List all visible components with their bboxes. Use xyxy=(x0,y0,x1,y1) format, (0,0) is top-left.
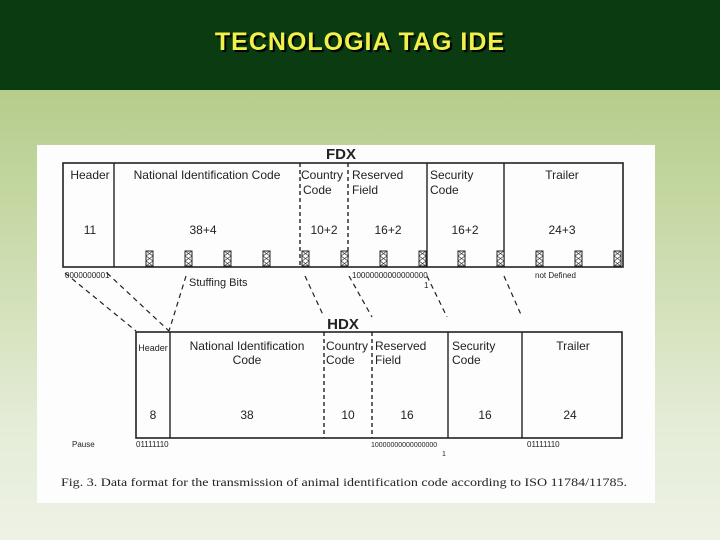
fdx-reserved-one: 1 xyxy=(424,281,429,290)
stuffing-bit-box xyxy=(146,251,153,266)
fdx-trailer-value: 24+3 xyxy=(548,223,576,237)
fdx-reserved-name-line2: Field xyxy=(352,183,379,197)
data-format-diagram xyxy=(37,145,655,503)
hdx-heading: HDX xyxy=(327,316,359,333)
fdx-reserved-name-line1: Reserved xyxy=(352,168,404,182)
hdx-trailer-bits: 01111110 xyxy=(527,440,560,449)
hdx-security-value: 16 xyxy=(478,408,492,422)
hdx-reserved-one: 1 xyxy=(442,451,446,458)
hdx-pause-label: Pause xyxy=(72,440,95,449)
stuffing-bit-box xyxy=(575,251,582,266)
stuffing-bit-box xyxy=(380,251,387,266)
stuffing-bit-box xyxy=(224,251,231,266)
fdx-security-value: 16+2 xyxy=(451,223,479,237)
stuffing-bit-box xyxy=(302,251,309,266)
fdx-country-value: 10+2 xyxy=(310,223,338,237)
hdx-national-id-name-line2: Code xyxy=(232,353,262,367)
hdx-reserved-name-line2: Field xyxy=(375,353,402,367)
hdx-national-id-name-line1: National Identification xyxy=(189,339,305,353)
hdx-header-value: 8 xyxy=(149,408,157,422)
fdx-trailer-name: Trailer xyxy=(545,168,579,182)
fdx-reserved-value: 16+2 xyxy=(374,223,402,237)
fdx-heading: FDX xyxy=(326,146,356,163)
title-bar xyxy=(0,0,720,90)
fdx-national-id-name: National Identification Code xyxy=(133,168,281,182)
fdx-country-name-line2: Code xyxy=(303,183,332,197)
fdx-reserved-bits: 10000000000000000 xyxy=(352,271,428,280)
fdx-security-name-line2: Code xyxy=(430,183,459,197)
fdx-national-id-value: 38+4 xyxy=(189,223,217,237)
hdx-header-name: Header xyxy=(138,343,168,353)
stuffing-bit-box xyxy=(341,251,348,266)
stuffing-bit-box xyxy=(419,251,426,266)
fdx-country-name-line1: Country xyxy=(301,168,344,182)
hdx-trailer-value: 24 xyxy=(563,408,577,422)
stuffing-bits-label: Stuffing Bits xyxy=(189,277,248,289)
fdx-header-value: 11 xyxy=(83,223,97,237)
stuffing-bit-box xyxy=(497,251,504,266)
data-format-figure xyxy=(37,145,655,503)
hdx-security-name-line2: Code xyxy=(452,353,481,367)
hdx-country-value: 10 xyxy=(341,408,355,422)
hdx-country-name-line2: Code xyxy=(326,353,355,367)
hdx-national-id-value: 38 xyxy=(240,408,254,422)
stuffing-bit-box xyxy=(458,251,465,266)
figure-caption: Fig. 3. Data format for the transmission of animal identification code according to ISO 11784/11785. xyxy=(61,477,628,489)
fdx-header-name: Header xyxy=(70,168,110,182)
fdx-security-name-line1: Security xyxy=(430,168,474,182)
fdx-trailer-note: not Defined xyxy=(535,271,576,280)
stuffing-bit-markers xyxy=(146,251,621,266)
hdx-trailer-name: Trailer xyxy=(556,339,590,353)
hdx-header-bits: 01111110 xyxy=(136,440,169,449)
hdx-reserved-name-line1: Reserved xyxy=(375,339,427,353)
hdx-reserved-bits: 10000000000000000 xyxy=(371,442,438,449)
stuffing-bit-box xyxy=(185,251,192,266)
hdx-security-name-line1: Security xyxy=(452,339,496,353)
stuffing-bit-box xyxy=(263,251,270,266)
stuffing-bit-box xyxy=(536,251,543,266)
connector-lines xyxy=(65,273,522,331)
stuffing-bit-box xyxy=(614,251,621,266)
hdx-country-name-line1: Country xyxy=(326,339,369,353)
fdx-header-bits: 0000000001 xyxy=(65,271,110,280)
slide-title: TECNOLOGIA TAG IDE xyxy=(214,28,506,56)
hdx-reserved-value: 16 xyxy=(400,408,414,422)
